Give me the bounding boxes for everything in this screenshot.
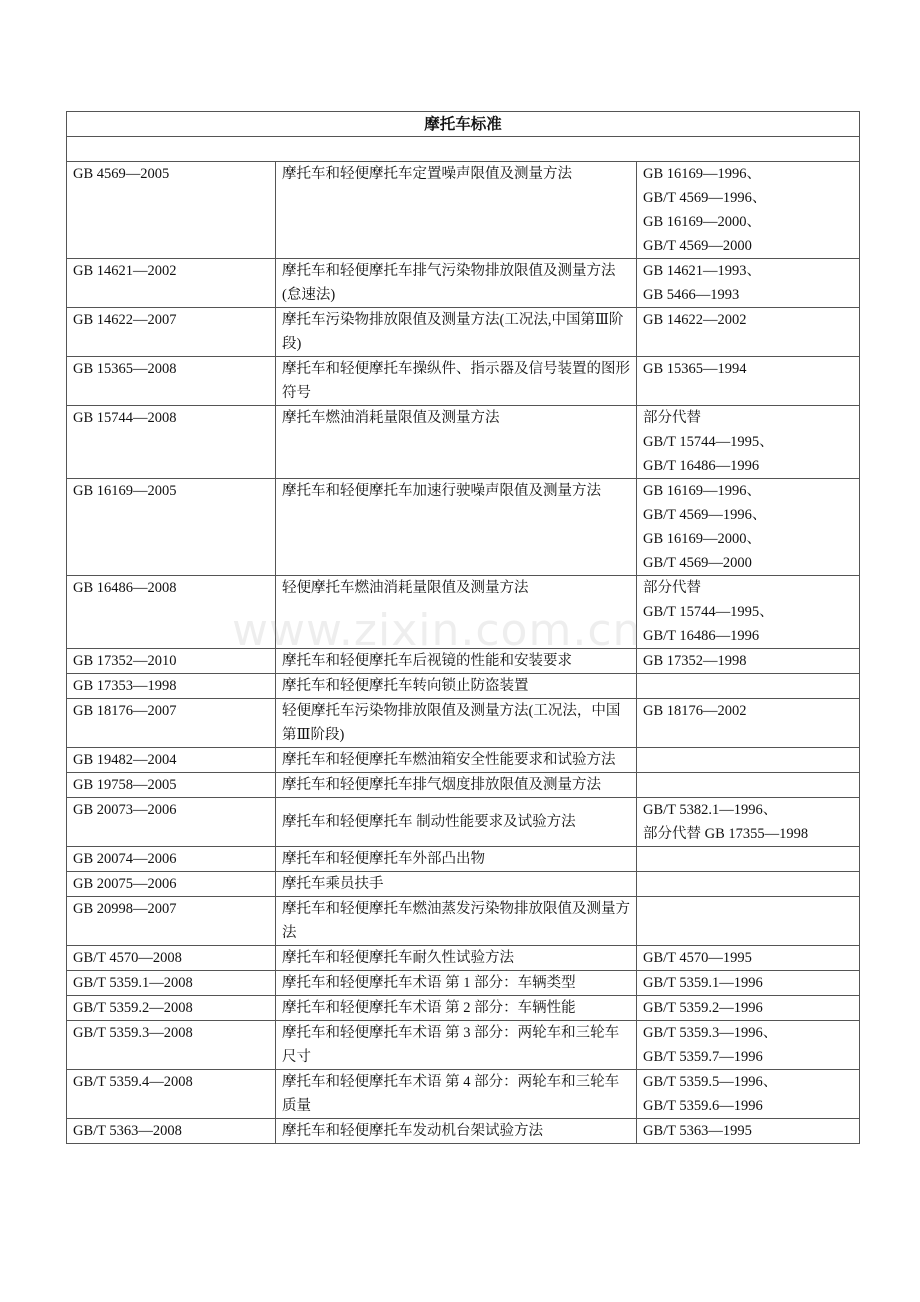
replaced-standard-line: GB/T 4569—1996、 bbox=[643, 190, 767, 206]
standard-code: GB/T 5359.4—2008 bbox=[67, 1070, 276, 1119]
standard-code: GB/T 5359.1—2008 bbox=[67, 971, 276, 996]
replaced-standard-line: GB 16169—2000、 bbox=[643, 214, 762, 230]
standard-code: GB/T 5359.2—2008 bbox=[67, 996, 276, 1021]
standard-code: GB/T 5359.3—2008 bbox=[67, 1021, 276, 1070]
replaced-standard-line: GB/T 5359.2—1996 bbox=[643, 1000, 763, 1016]
replaced-standard-line: GB 14621—1993、 bbox=[643, 263, 762, 279]
standard-name: 摩托车和轻便摩托车外部凸出物 bbox=[276, 847, 637, 872]
replaced-standards bbox=[637, 897, 860, 946]
standard-name: 摩托车乘员扶手 bbox=[276, 872, 637, 897]
replaced-standards bbox=[637, 1070, 860, 1119]
standard-name: 摩托车和轻便摩托车耐久性试验方法 bbox=[276, 946, 637, 971]
replaced-standard-line: GB/T 4569—2000 bbox=[643, 238, 752, 254]
standard-code: GB 14622—2007 bbox=[67, 308, 276, 357]
standard-code: GB/T 5363—2008 bbox=[67, 1119, 276, 1144]
replaced-standards bbox=[637, 576, 860, 649]
standard-name: 摩托车和轻便摩托车定置噪声限值及测量方法 bbox=[276, 162, 637, 259]
standard-code: GB 14621—2002 bbox=[67, 259, 276, 308]
replaced-standards bbox=[637, 748, 860, 773]
standard-name: 摩托车和轻便摩托车排气烟度排放限值及测量方法 bbox=[276, 773, 637, 798]
standard-name: 摩托车和轻便摩托车术语 第 4 部分：两轮车和三轮车质量 bbox=[276, 1070, 637, 1119]
standard-code: GB/T 4570—2008 bbox=[67, 946, 276, 971]
table-row bbox=[67, 897, 860, 946]
replaced-standards bbox=[637, 773, 860, 798]
blank-row bbox=[67, 137, 860, 162]
replaced-standard-line: GB 14622—2002 bbox=[643, 312, 747, 328]
standard-name: 摩托车和轻便摩托车操纵件、指示器及信号装置的图形符号 bbox=[276, 357, 637, 406]
table-row bbox=[67, 798, 860, 847]
replaced-standard-line: GB/T 5359.7—1996 bbox=[643, 1049, 763, 1065]
table-row bbox=[67, 406, 860, 479]
standards-document bbox=[66, 111, 859, 1144]
standard-name: 摩托车和轻便摩托车燃油箱安全性能要求和试验方法 bbox=[276, 748, 637, 773]
replaced-standards bbox=[637, 649, 860, 674]
replaced-standard-line: GB/T 5363—1995 bbox=[643, 1123, 752, 1139]
replaced-standards bbox=[637, 946, 860, 971]
replaced-standard-line: GB/T 16486—1996 bbox=[643, 628, 760, 644]
replaced-standard-line: GB 16169—1996、 bbox=[643, 483, 762, 499]
table-row bbox=[67, 357, 860, 406]
replaced-standards bbox=[637, 259, 860, 308]
standard-name: 摩托车燃油消耗量限值及测量方法 bbox=[276, 406, 637, 479]
replaced-standard-line: GB/T 15744—1995、 bbox=[643, 434, 774, 450]
standard-code: GB 15365—2008 bbox=[67, 357, 276, 406]
table-title: 摩托车标准 bbox=[67, 112, 860, 137]
replaced-standard-line: GB/T 4570—1995 bbox=[643, 950, 752, 966]
standard-name: 摩托车和轻便摩托车加速行驶噪声限值及测量方法 bbox=[276, 479, 637, 576]
replaced-standards bbox=[637, 406, 860, 479]
standard-code: GB 17352—2010 bbox=[67, 649, 276, 674]
standard-code: GB 16486—2008 bbox=[67, 576, 276, 649]
standard-name: 摩托车和轻便摩托车术语 第 1 部分：车辆类型 bbox=[276, 971, 637, 996]
standard-name: 轻便摩托车燃油消耗量限值及测量方法 bbox=[276, 576, 637, 649]
replaced-standard-line: 部分代替 bbox=[643, 410, 701, 426]
table-row bbox=[67, 1119, 860, 1144]
replaced-standards bbox=[637, 357, 860, 406]
table-row bbox=[67, 649, 860, 674]
replaced-standards bbox=[637, 847, 860, 872]
standard-name: 摩托车和轻便摩托车燃油蒸发污染物排放限值及测量方法 bbox=[276, 897, 637, 946]
standard-code: GB 16169—2005 bbox=[67, 479, 276, 576]
standard-code: GB 15744—2008 bbox=[67, 406, 276, 479]
table-row bbox=[67, 847, 860, 872]
replaced-standard-line: GB/T 4569—2000 bbox=[643, 555, 752, 571]
table-row bbox=[67, 773, 860, 798]
standard-code: GB 18176—2007 bbox=[67, 699, 276, 748]
standard-code: GB 20998—2007 bbox=[67, 897, 276, 946]
replaced-standards bbox=[637, 1119, 860, 1144]
table-row bbox=[67, 748, 860, 773]
replaced-standard-line: GB 16169—1996、 bbox=[643, 166, 762, 182]
replaced-standards bbox=[637, 308, 860, 357]
replaced-standards bbox=[637, 674, 860, 699]
standard-name: 摩托车和轻便摩托车发动机台架试验方法 bbox=[276, 1119, 637, 1144]
blank-cell bbox=[67, 137, 860, 162]
standard-code: GB 19482—2004 bbox=[67, 748, 276, 773]
replaced-standard-line: GB 16169—2000、 bbox=[643, 531, 762, 547]
standard-name: 摩托车和轻便摩托车术语 第 2 部分：车辆性能 bbox=[276, 996, 637, 1021]
replaced-standard-line: GB 5466—1993 bbox=[643, 287, 740, 303]
standard-name: 摩托车和轻便摩托车转向锁止防盗装置 bbox=[276, 674, 637, 699]
replaced-standard-line: GB/T 5359.5—1996、 bbox=[643, 1074, 778, 1090]
table-row bbox=[67, 946, 860, 971]
table-row bbox=[67, 996, 860, 1021]
replaced-standard-line: GB/T 5359.3—1996、 bbox=[643, 1025, 778, 1041]
standard-name: 摩托车和轻便摩托车 制动性能要求及试验方法 bbox=[276, 798, 637, 847]
standard-code: GB 17353—1998 bbox=[67, 674, 276, 699]
standard-name: 摩托车和轻便摩托车术语 第 3 部分：两轮车和三轮车尺寸 bbox=[276, 1021, 637, 1070]
replaced-standards bbox=[637, 479, 860, 576]
standard-name: 轻便摩托车污染物排放限值及测量方法(工况法，中国第Ⅲ阶段) bbox=[276, 699, 637, 748]
table-row bbox=[67, 674, 860, 699]
replaced-standard-line: GB 15365—1994 bbox=[643, 361, 747, 377]
standard-code: GB 4569—2005 bbox=[67, 162, 276, 259]
table-row bbox=[67, 1021, 860, 1070]
standard-code: GB 20075—2006 bbox=[67, 872, 276, 897]
table-row bbox=[67, 699, 860, 748]
table-row bbox=[67, 1070, 860, 1119]
table-row bbox=[67, 162, 860, 259]
table-row bbox=[67, 308, 860, 357]
replaced-standards bbox=[637, 1021, 860, 1070]
replaced-standard-line: GB 17352—1998 bbox=[643, 653, 747, 669]
table-row bbox=[67, 971, 860, 996]
replaced-standard-line: GB/T 5359.6—1996 bbox=[643, 1098, 763, 1114]
replaced-standard-line: GB/T 5382.1—1996、 bbox=[643, 802, 778, 818]
replaced-standard-line: GB/T 5359.1—1996 bbox=[643, 975, 763, 991]
replaced-standards bbox=[637, 798, 860, 847]
watermark: www.zixin.com.cn bbox=[232, 605, 642, 656]
replaced-standards bbox=[637, 971, 860, 996]
standard-code: GB 19758—2005 bbox=[67, 773, 276, 798]
standard-name: 摩托车污染物排放限值及测量方法(工况法,中国第Ⅲ阶段) bbox=[276, 308, 637, 357]
standard-name: 摩托车和轻便摩托车后视镜的性能和安装要求 bbox=[276, 649, 637, 674]
standard-code: GB 20073—2006 bbox=[67, 798, 276, 847]
title-row bbox=[67, 112, 860, 137]
table-row bbox=[67, 576, 860, 649]
standards-table bbox=[66, 111, 860, 1144]
replaced-standard-line: 部分代替 bbox=[643, 580, 701, 596]
replaced-standard-line: GB/T 16486—1996 bbox=[643, 458, 760, 474]
table-row bbox=[67, 872, 860, 897]
replaced-standards bbox=[637, 699, 860, 748]
replaced-standards bbox=[637, 162, 860, 259]
replaced-standard-line: GB 18176—2002 bbox=[643, 703, 747, 719]
replaced-standards bbox=[637, 996, 860, 1021]
standard-code: GB 20074—2006 bbox=[67, 847, 276, 872]
replaced-standards bbox=[637, 872, 860, 897]
replaced-standard-line: 部分代替 GB 17355—1998 bbox=[643, 826, 809, 842]
table-row bbox=[67, 479, 860, 576]
replaced-standard-line: GB/T 4569—1996、 bbox=[643, 507, 767, 523]
replaced-standard-line: GB/T 15744—1995、 bbox=[643, 604, 774, 620]
standard-name: 摩托车和轻便摩托车排气污染物排放限值及测量方法(怠速法) bbox=[276, 259, 637, 308]
table-row bbox=[67, 259, 860, 308]
